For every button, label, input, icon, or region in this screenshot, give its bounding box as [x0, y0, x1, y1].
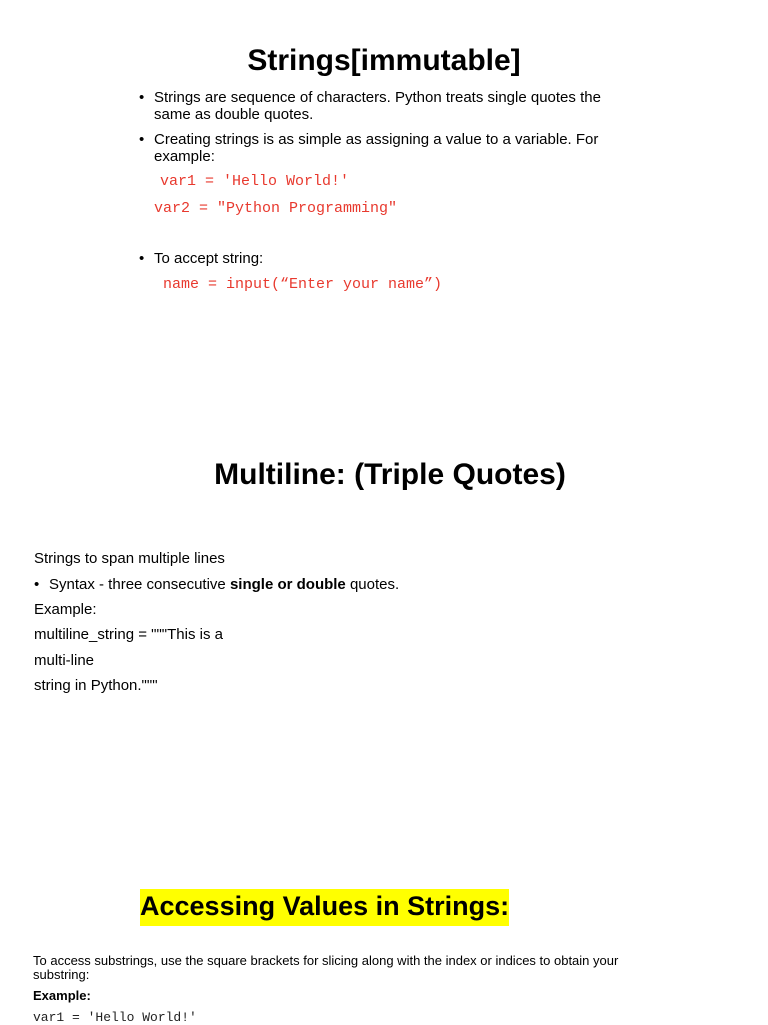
slide3-code-line: var1 = 'Hello World!': [33, 1010, 197, 1025]
slide2-code-line-1: multiline_string = """This is a: [34, 626, 223, 643]
code-line-var1: var1 = 'Hello World!': [160, 173, 350, 190]
slide2-code-line-2: multi-line: [34, 652, 95, 669]
slide1-bullet-1: [139, 89, 629, 123]
slide1-bullet-3: [139, 250, 629, 267]
slide3-description: To access substrings, use the square brackets for slicing along with the index or indices to obtain your substring:: [33, 953, 619, 982]
code-line-input: name = input(“Enter your name”): [163, 276, 443, 293]
bullet-text: Strings are sequence of characters. Python treats single quotes the same as double quotes.: [154, 89, 601, 123]
slide2-title: Multiline: (Triple Quotes): [214, 458, 566, 491]
bullet-dot: •: [139, 89, 145, 106]
bullet-dot: •: [34, 576, 40, 593]
slide1-title: Strings[immutable]: [247, 44, 521, 77]
bullet-text: [49, 576, 399, 593]
slide3-example-label: Example:: [33, 988, 91, 1003]
slide3-title: Accessing Values in Strings:: [140, 889, 509, 926]
bullet-text-suffix: quotes.: [345, 576, 400, 593]
slide2-intro: Strings to span multiple lines: [34, 550, 225, 567]
slide2-code-line-3: string in Python.""": [34, 677, 158, 694]
slide2-bullet: [34, 576, 399, 593]
bullet-text-prefix: Syntax - three consecutive: [49, 576, 230, 593]
bullet-dot: •: [139, 131, 145, 148]
bullet-text: Creating strings is as simple as assigning a value to a variable. For example:: [154, 131, 599, 165]
bullet-dot: •: [139, 250, 145, 267]
code-line-var2: var2 = "Python Programming": [154, 200, 398, 217]
bullet-text-bold: single or double: [229, 576, 346, 593]
slide2-example-label: Example:: [34, 601, 97, 618]
bullet-text: To accept string:: [154, 250, 264, 267]
slide1-bullet-2: [139, 131, 629, 165]
